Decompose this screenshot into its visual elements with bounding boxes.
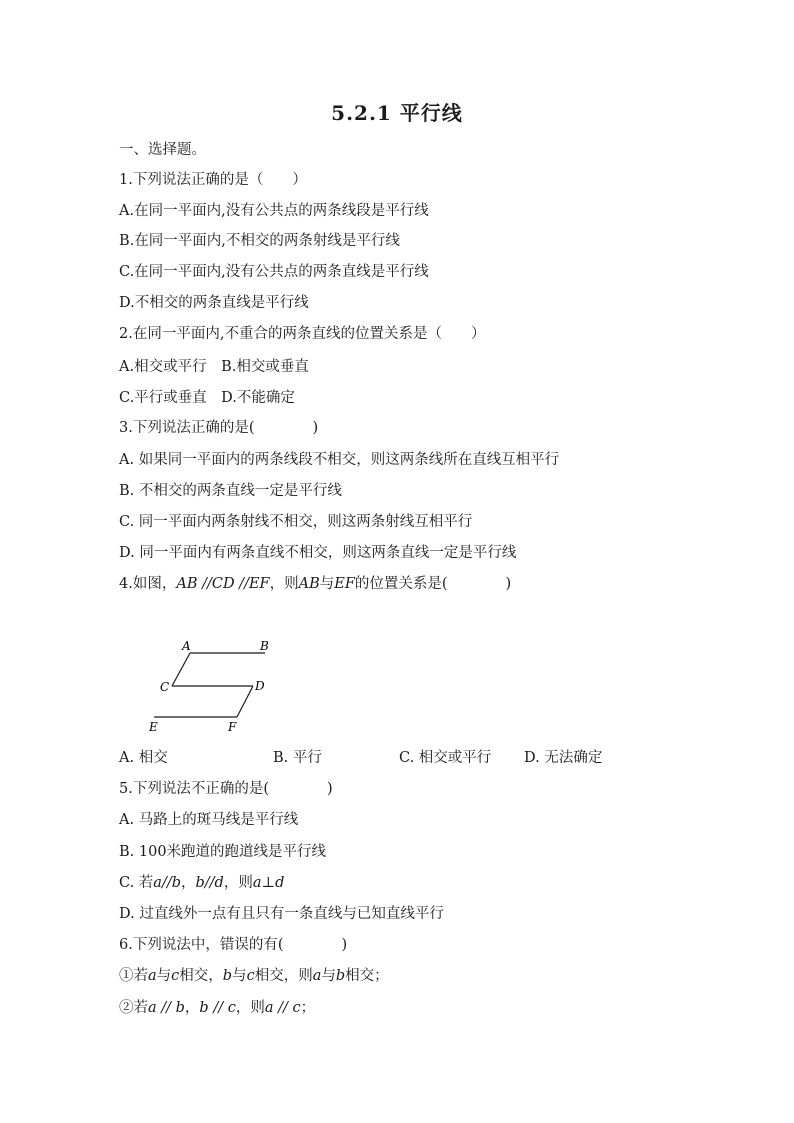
q6i1-t10: 与: [321, 968, 336, 984]
q4-stem-math3: EF: [334, 576, 355, 592]
label-d: D: [255, 679, 265, 693]
question-4-option-b: B. 平行: [273, 750, 322, 766]
question-4-option-d: D. 无法确定: [524, 750, 603, 766]
q6i2-m1: a // b: [148, 1000, 185, 1016]
q4-stem-math2: AB: [298, 576, 320, 592]
q6i1-m3: c: [171, 968, 180, 984]
q6i2-t0: ②若: [119, 1000, 148, 1016]
q5c-math3: a⊥d: [252, 875, 285, 891]
q4-stem-math1: AB //CD //EF: [176, 576, 270, 592]
question-5-option-a: A. 马路上的斑马线是平行线: [119, 812, 299, 828]
question-2-stem: 2.在同一平面内,不重合的两条直线的位置关系是（ ）: [119, 326, 486, 342]
question-4-option-a: A. 相交: [119, 750, 168, 766]
q5c-sep2: ，则: [223, 875, 253, 891]
q6i2-m3: b // c: [199, 1000, 236, 1016]
q6i1-t6: 与: [232, 968, 247, 984]
section-heading: 一、选择题。: [119, 142, 206, 158]
question-6-item-2: [119, 998, 315, 1018]
q6i1-t8: 相交，则: [254, 968, 313, 984]
parallel-lines-figure: [140, 632, 290, 737]
q6i1-m1: a: [148, 968, 157, 984]
question-3-option-d: D. 同一平面内有两条直线不相交，则这两条直线一定是平行线: [119, 545, 517, 561]
q6i1-t12: 相交；: [345, 968, 389, 984]
q4-stem-prefix: 4.如图，: [119, 576, 177, 592]
q5c-math2: b//d: [195, 875, 224, 891]
question-5-option-b: B. 100米跑道的跑道线是平行线: [119, 844, 327, 860]
question-6-item-1: [119, 966, 389, 986]
segment-ac: [172, 653, 190, 686]
question-5-option-c: [119, 873, 284, 893]
question-1-option-c: C.在同一平面内,没有公共点的两条直线是平行线: [119, 264, 429, 280]
q6i2-m5: a // c: [264, 1000, 301, 1016]
question-1-option-b: B.在同一平面内,不相交的两条射线是平行线: [119, 233, 400, 249]
label-a: A: [182, 639, 191, 653]
question-5-option-d: D. 过直线外一点有且只有一条直线与已知直线平行: [119, 906, 444, 922]
page-title: 5.2.1 平行线: [331, 101, 463, 125]
q4-stem-suffix: 的位置关系是( ): [354, 576, 512, 592]
question-3-stem: 3.下列说法正确的是( ): [119, 420, 319, 436]
q5c-prefix: C. 若: [119, 875, 154, 891]
q5c-math1: a//b: [153, 875, 181, 891]
question-3-option-a: A. 如果同一平面内的两条线段不相交，则这两条线所在直线互相平行: [119, 452, 560, 468]
question-5-stem: 5.下列说法不正确的是( ): [119, 781, 333, 797]
q4-stem-mid2: 与: [319, 576, 335, 592]
q6i1-m7: c: [246, 968, 255, 984]
label-c: C: [160, 680, 170, 694]
label-e: E: [149, 720, 158, 734]
q6i1-m5: b: [222, 968, 233, 984]
q6i1-t0: ①若: [119, 968, 148, 984]
q6i2-t2: ，: [184, 1000, 200, 1016]
q5c-sep1: ，: [181, 875, 196, 891]
question-4-option-c: C. 相交或平行: [399, 750, 492, 766]
q6i1-m11: b: [335, 968, 346, 984]
question-2-options-row2: C.平行或垂直 D.不能确定: [119, 390, 295, 406]
question-6-stem: 6.下列说法中，错误的有( ): [119, 937, 348, 953]
label-b: B: [260, 639, 269, 653]
question-3-option-c: C. 同一平面内两条射线不相交，则这两条射线互相平行: [119, 514, 473, 530]
question-4-stem: [119, 574, 511, 594]
q6i1-t4: 相交，: [179, 968, 223, 984]
question-1-stem: 1.下列说法正确的是（ ）: [119, 172, 307, 188]
q4-stem-mid1: ，则: [269, 576, 299, 592]
q6i2-t6: ；: [300, 1000, 316, 1016]
segment-df: [237, 686, 253, 717]
q6i2-t4: ，则: [235, 1000, 265, 1016]
label-f: F: [228, 720, 237, 734]
q6i1-m9: a: [312, 968, 322, 984]
question-1-option-d: D.不相交的两条直线是平行线: [119, 295, 309, 311]
question-2-options-row1: A.相交或平行 B.相交或垂直: [119, 359, 309, 375]
question-3-option-b: B. 不相交的两条直线一定是平行线: [119, 483, 342, 499]
q6i1-t2: 与: [156, 968, 172, 984]
question-1-option-a: A.在同一平面内,没有公共点的两条线段是平行线: [119, 203, 429, 219]
